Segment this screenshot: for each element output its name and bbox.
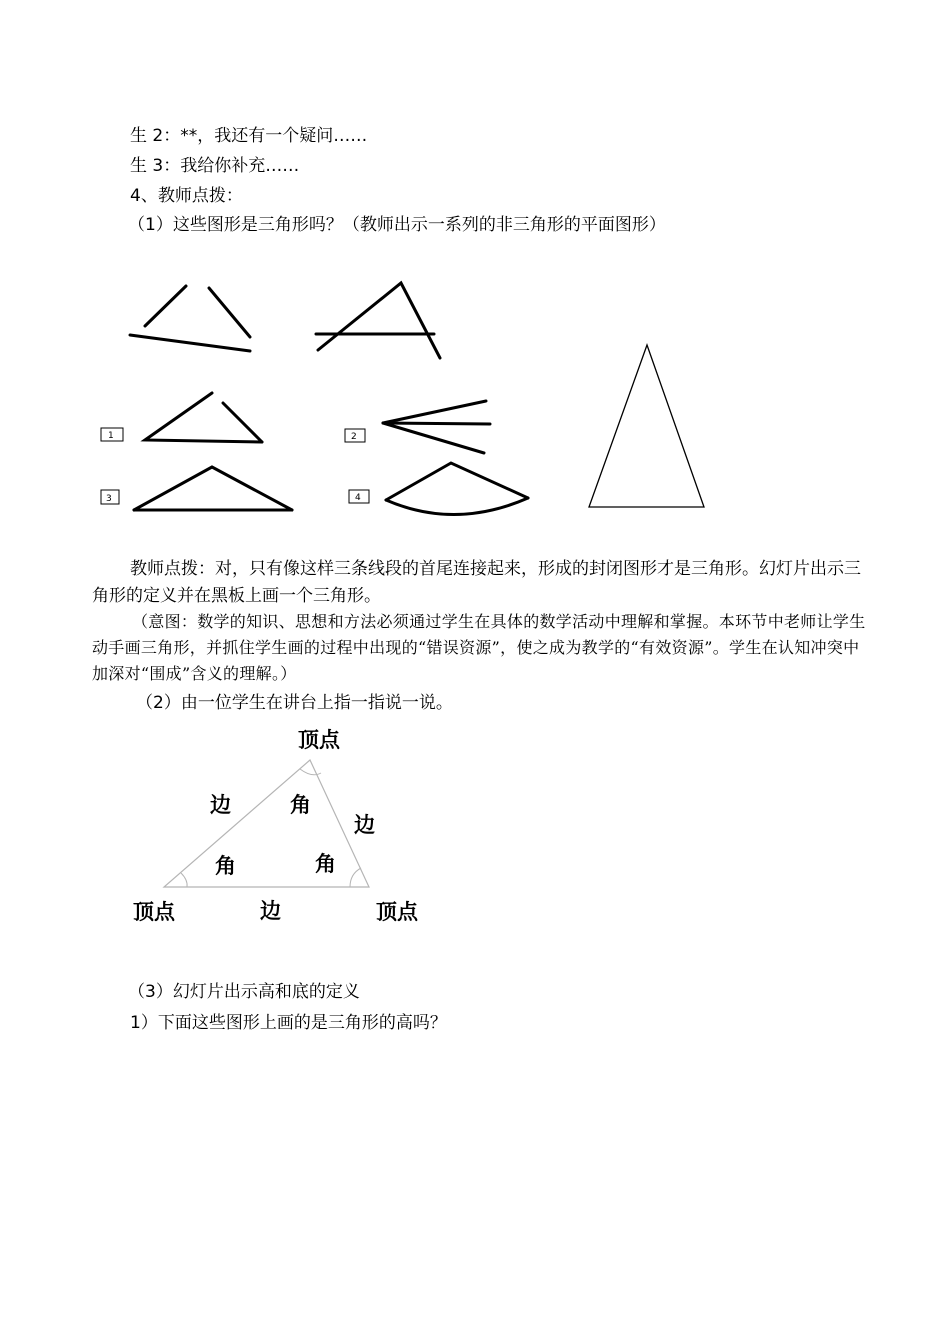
tag-3-text: 3 [106, 494, 112, 504]
label-vertex-top: 顶点 [298, 728, 340, 752]
label-angle-right: 角 [315, 852, 336, 876]
question-3-1: 1）下面这些图形上画的是三角形的高吗？ [130, 1013, 447, 1033]
angle-arc-left [181, 873, 187, 887]
dialogue-student2: 生 2：**，我还有一个疑问…… [130, 126, 368, 146]
label-side-left: 边 [210, 793, 231, 817]
teacher-guidance: 教师点拨：对，只有像这样三条线段的首尾连接起来，形成的封闭图形才是三角形。幻灯片出示三角形的定义并在黑板上画一个三角形。 [92, 559, 861, 606]
angle-arc-top [300, 769, 321, 775]
question-1: （1）这些图形是三角形吗？（教师出示一系列的非三角形的平面图形） [128, 215, 666, 235]
step-heading: 4、教师点拨： [130, 186, 243, 206]
question-3: （3）幻灯片出示高和底的定义 [128, 982, 360, 1002]
intent-note: （意图：数学的知识、思想和方法必须通过学生在具体的数学活动中理解和掌握。本环节中老师让学生动手画三角形，并抓住学生画的过程中出现的“错误资源”，使之成为教学的“有效资源”。学生在认知冲突中加深对“围成”含义的理解。） [92, 612, 866, 683]
question-2: （2）由一位学生在讲台上指一指说一说。 [136, 693, 453, 713]
dialogue-student3: 生 3：我给你补充…… [130, 156, 300, 176]
label-angle-left: 角 [215, 854, 236, 878]
tag-2-text: 2 [351, 432, 357, 442]
label-vertex-right: 顶点 [376, 900, 418, 924]
tag-1-text: 1 [108, 431, 114, 441]
label-side-bottom: 边 [260, 899, 281, 923]
labeled-triangle [164, 760, 369, 887]
label-angle-top: 角 [290, 793, 311, 817]
angle-arc-right [350, 868, 361, 887]
tag-4-text: 4 [355, 493, 361, 503]
label-side-right: 边 [354, 813, 375, 837]
label-vertex-left: 顶点 [133, 900, 175, 924]
